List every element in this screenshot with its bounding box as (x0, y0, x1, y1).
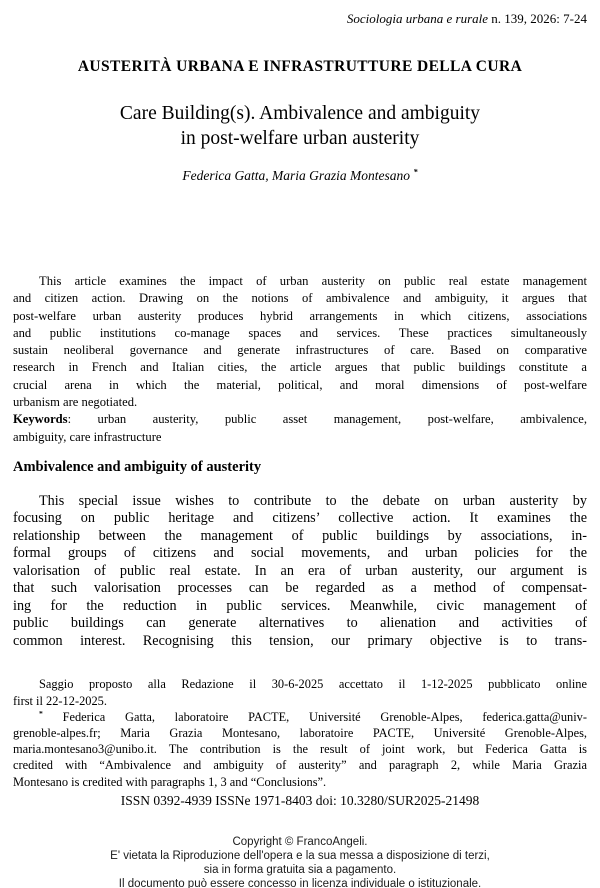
author-names: Federica Gatta, Maria Grazia Montesano (182, 168, 411, 183)
journal-issue-info: n. 139, 2026: 7-24 (488, 11, 587, 26)
article-title (13, 101, 587, 151)
body-paragraph: This special issue wishes to contribute to the debate on urban austerity by focusing on public heritage and citizens’ collective action. It examines the relationship between the management of public buildings by associations, in- formal groups of citizens and social movements, and urban policies for the valorisation of public real estate. In an era of urban austerity, our argument is that such valorisation processes can be regarded as a method of compensat- ing for the reduction in public services. Meanwhile, civic management of public buildings can generate alternatives to alienation and activities of common interest. Recognising this tension, our primary objective is to trans- (13, 492, 587, 649)
authors-line (13, 168, 587, 184)
footnote-submission: Saggio proposto alla Redazione il 30-6-2025 accettato il 1-12-2025 pubblicato online first il 22-12-2025. (13, 677, 587, 708)
section-heading: Ambivalence and ambiguity of austerity (13, 458, 262, 475)
journal-header (13, 0, 587, 27)
issn-doi-line: ISSN 0392-4939 ISSNe 1971-8403 doi: 10.3280/SUR2025-21498 (120, 792, 480, 808)
journal-title: Sociologia urbana e rurale (346, 11, 489, 26)
keywords-line (13, 411, 587, 428)
series-header: AUSTERITÀ URBANA E INFRASTRUTTURE DELLA CURA (77, 58, 523, 75)
copyright-notice: Copyright © FrancoAngeli. E' vietata la Riproduzione dell'opera e la sua messa a disposizione di terzi, sia in forma gratuita sia a pagamento. Il documento può essere concesso in licenza individuale o istituzionale. (110, 835, 490, 888)
article-title-line2: in post-welfare urban austerity (180, 128, 420, 149)
keywords-list-part2: ambiguity, care infrastructure (13, 429, 162, 444)
keywords-label: Keywords (13, 412, 68, 427)
abstract-text: This article examines the impact of urban austerity on public real estate management and citizen action. Drawing on the notions of ambivalence and ambiguity, it argues that post-welfare urban austerity produces hybrid arrangements in which citizens, associations and public institutions co-manage spaces and services. These practices simultaneously sustain neoliberal governance and generate infrastructures of care. Based on comparative research in French and Italian cities, the article argues that public buildings constitute a crucial arena in which the material, political, and moral dimensions of post-welfare urbanism are negotiated. (13, 274, 587, 410)
footnotes (13, 676, 587, 789)
footnote-affiliation: * Federica Gatta, laboratoire PACTE, Université Grenoble-Alpes, federica.gatta@univ- grenoble-alpes.fr; Maria Grazia Montesano, laboratoire PACTE, Université Grenoble-Alpes, maria.montesano3@unibo.it. The contribution is the result of joint work, but Federica Gatta is credited with “Ambivalence and ambiguity of austerity” and paragraph 2, while Maria Grazia Montesano is credited with paragraphs 1, 3 and “Conclusions”. (13, 708, 587, 789)
keywords-list-part1: : urban austerity, public asset management, post-welfare, ambivalence, (67, 412, 587, 427)
abstract (13, 273, 587, 446)
author-note-mark: * (413, 167, 418, 177)
article-title-line1: Care Building(s). Ambivalence and ambiguity (119, 103, 481, 124)
